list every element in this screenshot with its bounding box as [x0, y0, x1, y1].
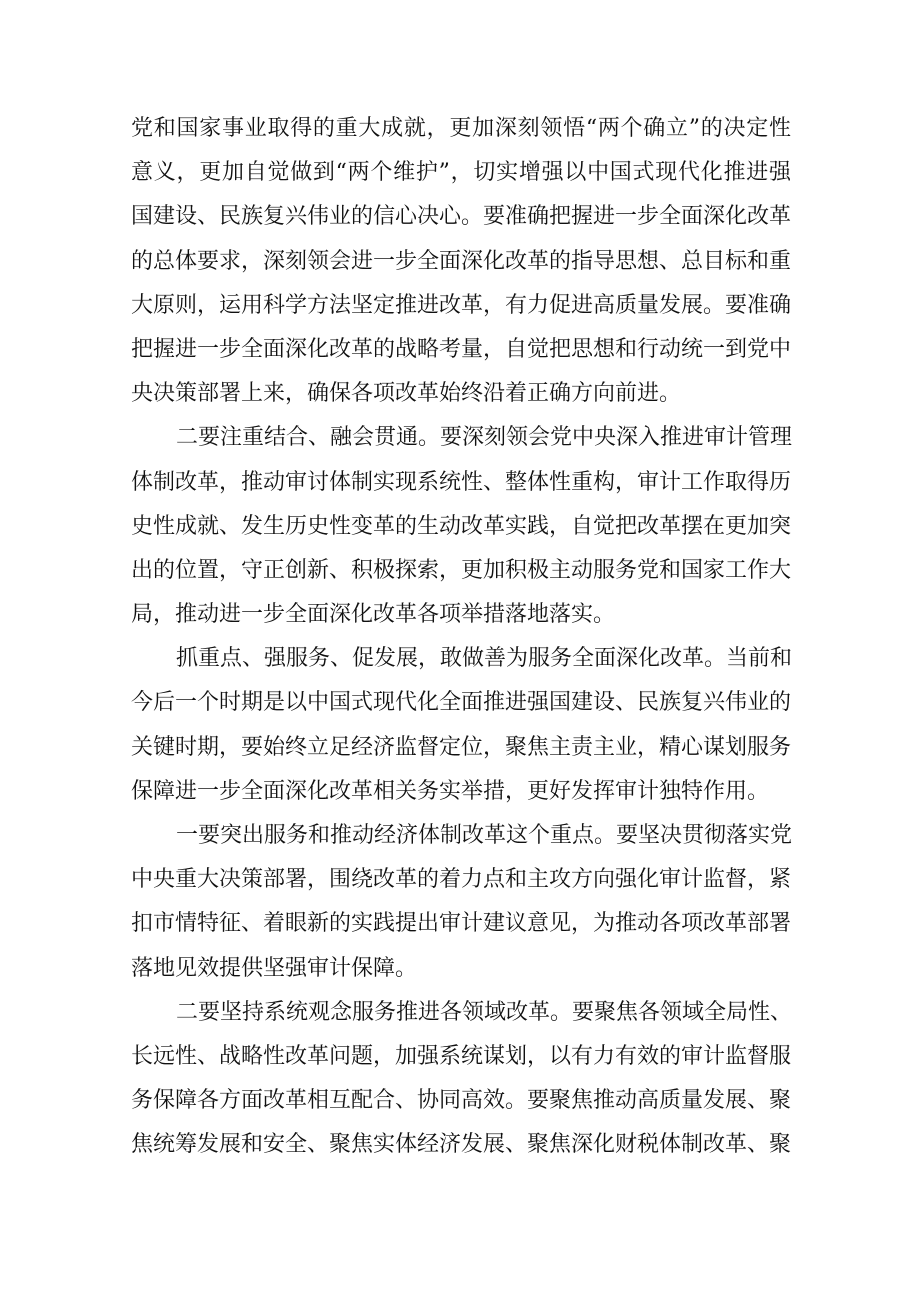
paragraph: [131, 416, 791, 637]
text-line: 保障进一步全面深化改革相关务实举措，更好发挥审计独特作用。: [131, 778, 770, 804]
text-line: 二要坚持系统观念服务推进各领域改革。要聚焦各领域全局性、: [176, 999, 793, 1025]
document-page: [131, 107, 791, 1168]
text-line: 出的位置，守正创新、积极探索，更加积极主动服务党和国家工作大: [131, 557, 792, 583]
text-line: 体制改革，推动审讨体制实现系统性、整体性重构，审计工作取得历: [131, 469, 792, 495]
text-line: 务保障各方面改革相互配合、协同高效。要聚焦推动高质量发展、聚: [131, 1088, 792, 1114]
text-line: 今后一个时期是以中国式现代化全面推进强国建设、民族复兴伟业的: [131, 690, 792, 716]
text-line: 史性成就、发生历史性变革的生动改革实践，自觉把改革摆在更加突: [131, 513, 792, 539]
text-line: 大原则，运用科学方法坚定推进改革，有力促进高质量发展。要准确: [131, 292, 792, 318]
text-line: 二要注重结合、融会贯通。要深刻领会党中央深入推进审计管理: [176, 425, 793, 451]
paragraph: [131, 637, 791, 814]
text-line: 把握进一步全面深化改革的战略考量，自觉把思想和行动统一到党中: [131, 336, 792, 362]
text-line: 意义，更加自觉做到“两个维护”，切实增强以中国式现代化推进强: [131, 160, 791, 186]
text-line: 焦统筹发展和安全、聚焦实体经济发展、聚焦深化财税体制改革、聚: [131, 1132, 792, 1158]
paragraph: [131, 991, 791, 1168]
text-line: 长远性、战略性改革问题，加强系统谋划，以有力有效的审计监督服: [131, 1043, 792, 1069]
text-line: 党和国家事业取得的重大成就，更加深刻领悟“两个确立”的决定性: [131, 116, 791, 141]
text-line: 的总体要求，深刻领会进一步全面深化改革的指导思想、总目标和重: [131, 248, 792, 274]
text-line: 中央重大决策部署，围绕改革的着力点和主攻方向强化审计监督，紧: [131, 867, 792, 893]
text-line: 关键时期，要始终立足经济监督定位，聚焦主责主业，精心谋划服务: [131, 734, 792, 760]
text-line: 局，推动进一步全面深化改革各项举措落地落实。: [131, 602, 616, 628]
paragraph: [131, 814, 791, 991]
text-line: 央决策部署上来，确保各项改革始终沿着正确方向前进。: [131, 381, 682, 407]
text-line: 扣市情特征、着眼新的实践提出审计建议意见，为推动各项改革部署: [131, 911, 792, 937]
paragraph: [131, 107, 791, 416]
text-line: 国建设、民族复兴伟业的信心决心。要准确把握进一步全面深化改革: [131, 204, 792, 230]
text-line: 抓重点、强服务、促发展，敢做善为服务全面深化改革。当前和: [176, 646, 793, 672]
text-line: 一要突出服务和推动经济体制改革这个重点。要坚决贯彻落实党: [176, 823, 793, 848]
text-line: 落地见效提供坚强审计保障。: [131, 955, 418, 981]
